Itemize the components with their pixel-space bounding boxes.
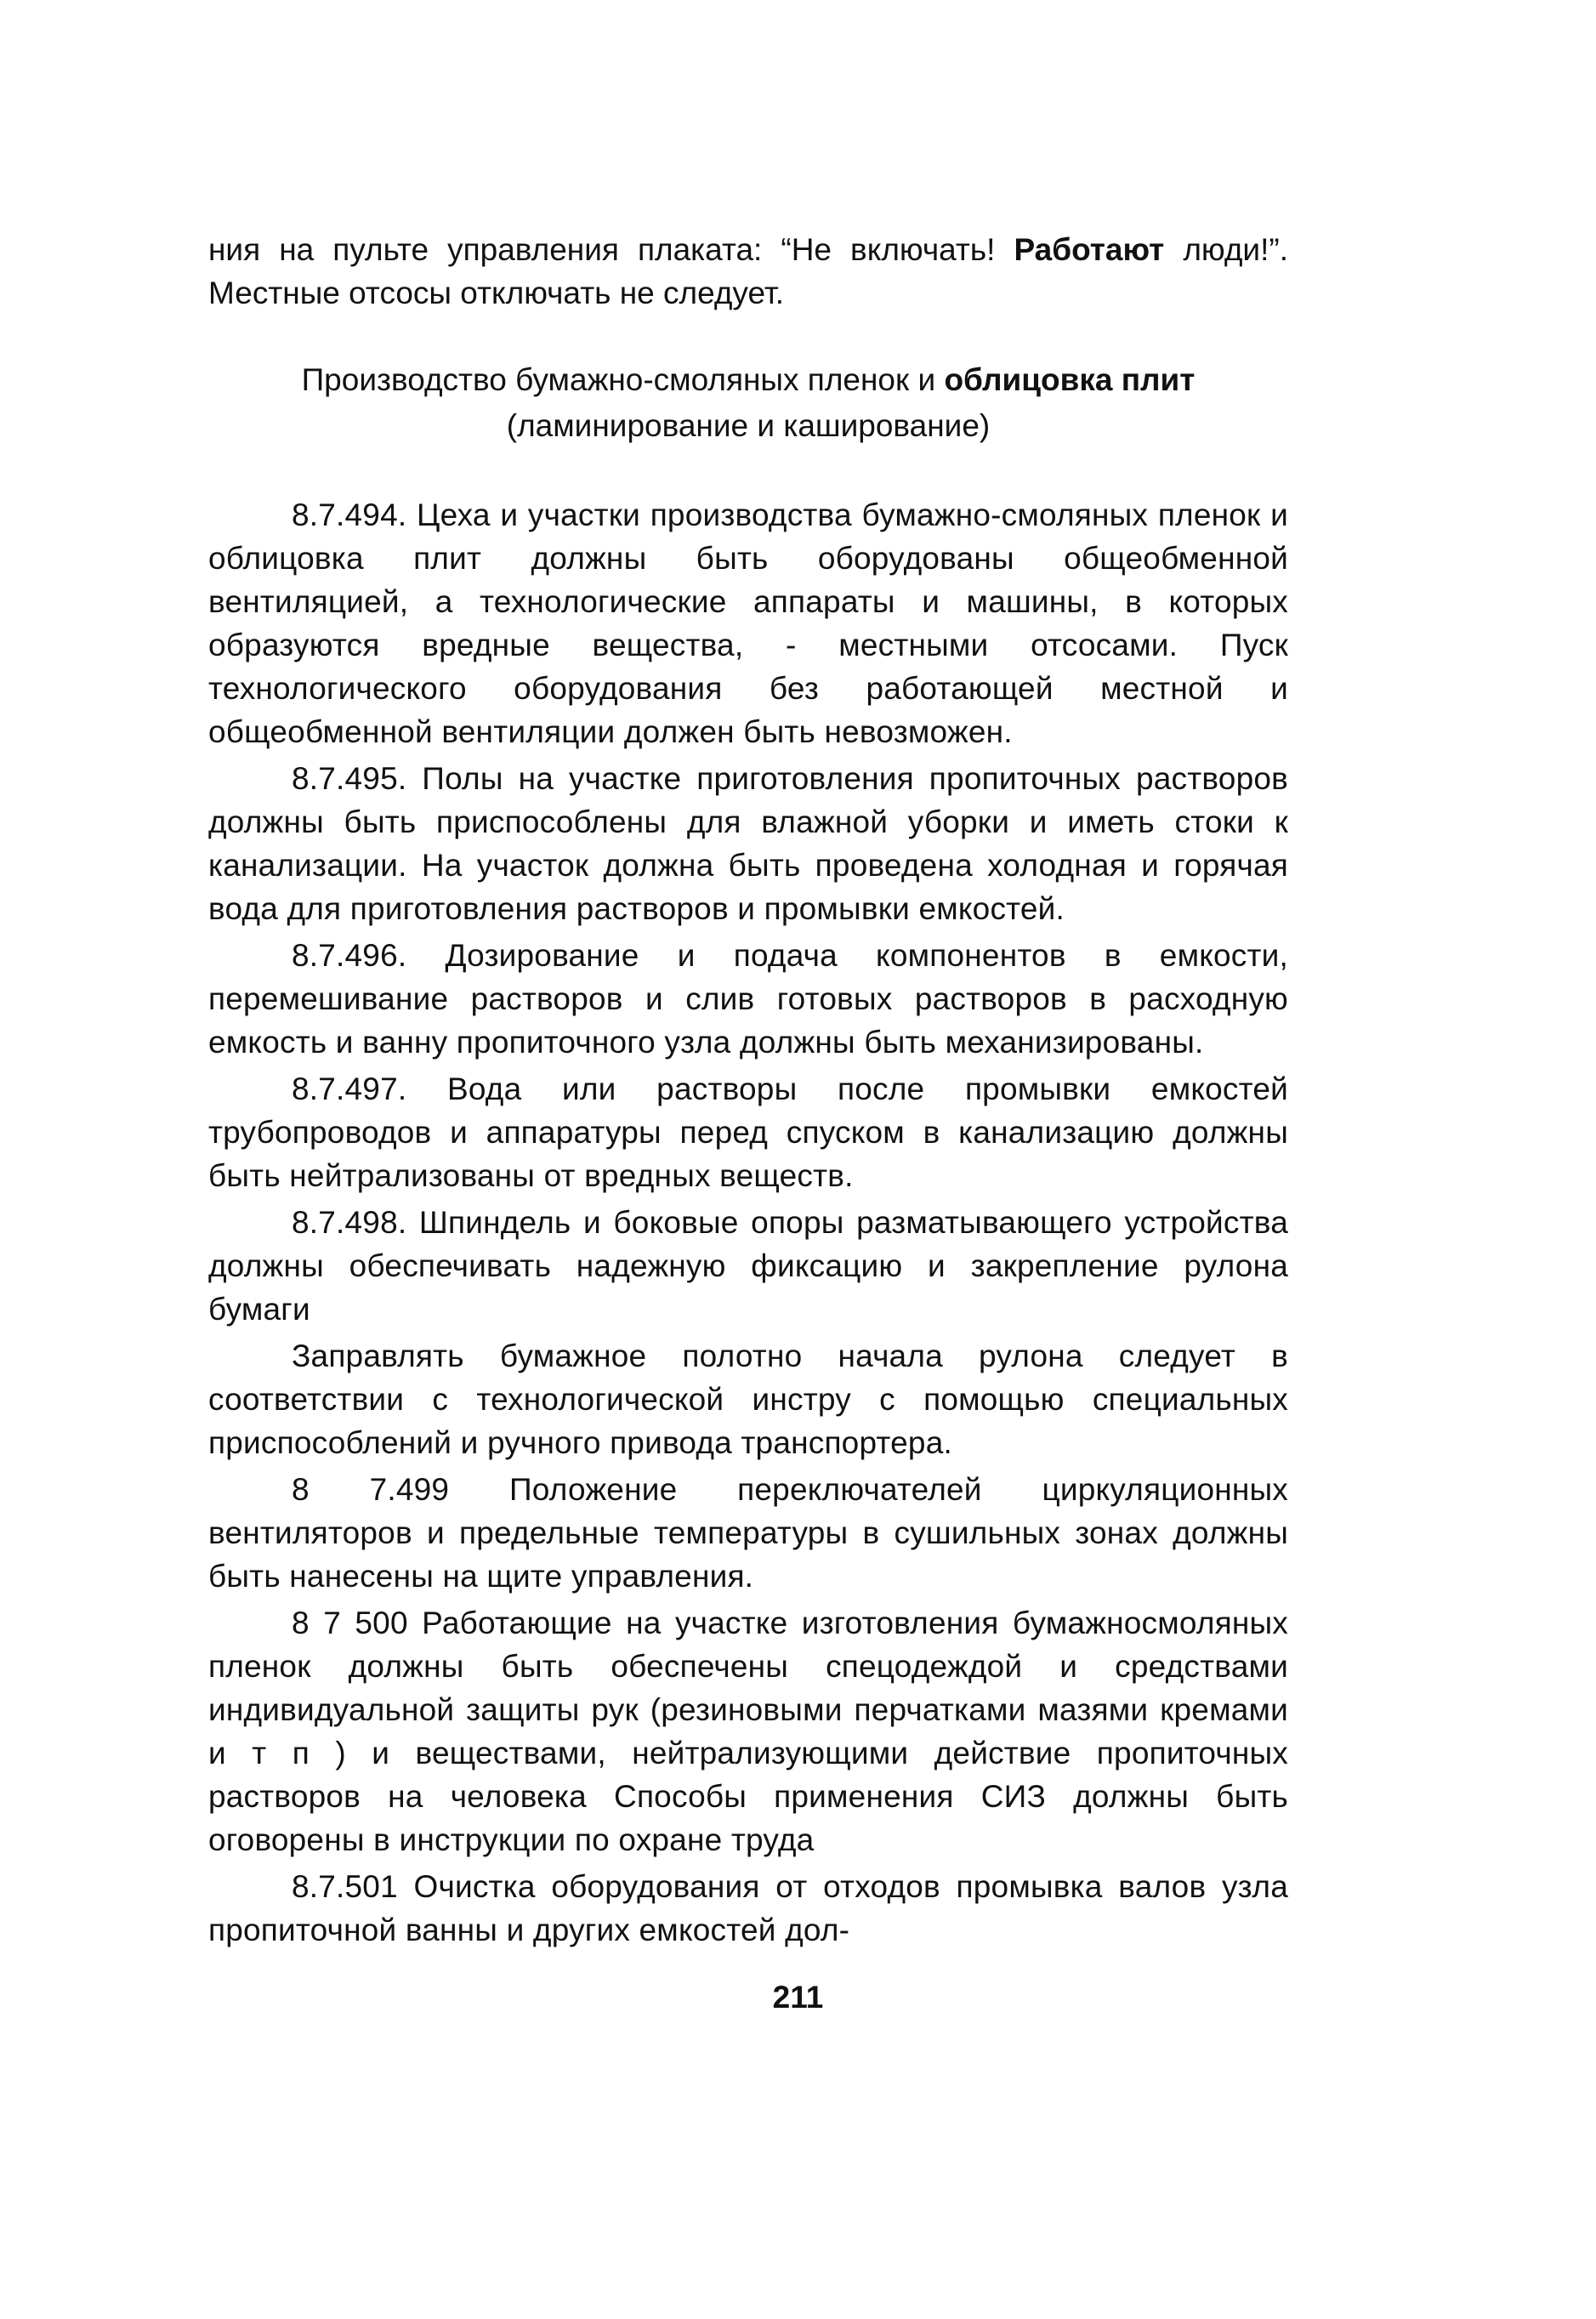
heading-line-1-regular: Производство бумажно-смоляных пленок и	[301, 362, 945, 397]
heading-line-2: (ламинирование и каширование)	[506, 408, 991, 443]
heading-line-1-bold: облицовка плит	[944, 362, 1196, 397]
paragraph-8-7-497: 8.7.497. Вода или растворы после промывки емкостей трубопроводов и аппаратуры перед спуском в канализацию должны быть нейтрализованы от вредных веществ.	[208, 1071, 1288, 1193]
paragraph-8-7-500: 8 7 500 Работающие на участке изготовления бумажносмоляных пленок должны быть обеспечены спецодеждой и средствами индивидуальной защиты рук (резиновыми перчатками мазями кремами и т п ) и веществами, нейтрализующими действие пропиточных растворов на человека Способы применения СИЗ должны быть оговорены в инструкции по охране труда	[208, 1606, 1288, 1857]
heading-line-1	[208, 357, 1288, 403]
paragraph-8-7-499: 8 7.499 Положение переключателей циркуляционных вентиляторов и предельные температуры в сушильных зонах должны быть нанесены на щите управления.	[208, 1472, 1288, 1594]
paragraph-8-7-501: 8.7.501 Очистка оборудования от отходов промывка валов узла пропиточной ванны и других емкостей дол-	[208, 1869, 1288, 1947]
paragraph-8-7-495: 8.7.495. Полы на участке приготовления пропиточных растворов должны быть приспособлены для влажной уборки и иметь стоки к канализации. На участок должна быть проведена холодная и горячая вода для приготовления растворов и промывки емкостей.	[208, 761, 1288, 926]
paragraph-8-7-498-continued: Заправлять бумажное полотно начала рулона следует в соответствии с технологической инстру с помощью специальных приспособлений и ручного привода транспортера.	[208, 1339, 1288, 1460]
page-number: 211	[772, 1980, 824, 2015]
section-heading	[208, 357, 1288, 449]
lead-text-start: ния на пульте управления плаката: “Не включать!	[208, 232, 1014, 267]
paragraph-8-7-496: 8.7.496. Дозирование и подача компонентов в емкости, перемешивание растворов и слив готовых растворов в расходную емкость и ванну пропиточного узла должны быть механизированы.	[208, 938, 1288, 1060]
continued-paragraph	[208, 228, 1288, 315]
paragraph-8-7-494: 8.7.494. Цеха и участки производства бумажно-смоляных пленок и облицовка плит должны быть оборудованы общеобменной вентиляцией, а технологические аппараты и машины, в которых образуются вредные вещества, - местными отсосами. Пуск технологического оборудования без работающей местной и общеобменной вентиляции должен быть невозможен.	[208, 497, 1288, 749]
page-body	[208, 228, 1288, 1955]
lead-text-end: люди!”. Местные отсосы отключать не следует.	[208, 232, 1288, 310]
lead-text-bold: Работают	[1014, 232, 1165, 267]
paragraph-8-7-498: 8.7.498. Шпиндель и боковые опоры разматывающего устройства должны обеспечивать надежную фиксацию и закрепление рулона бумаги	[208, 1205, 1288, 1327]
